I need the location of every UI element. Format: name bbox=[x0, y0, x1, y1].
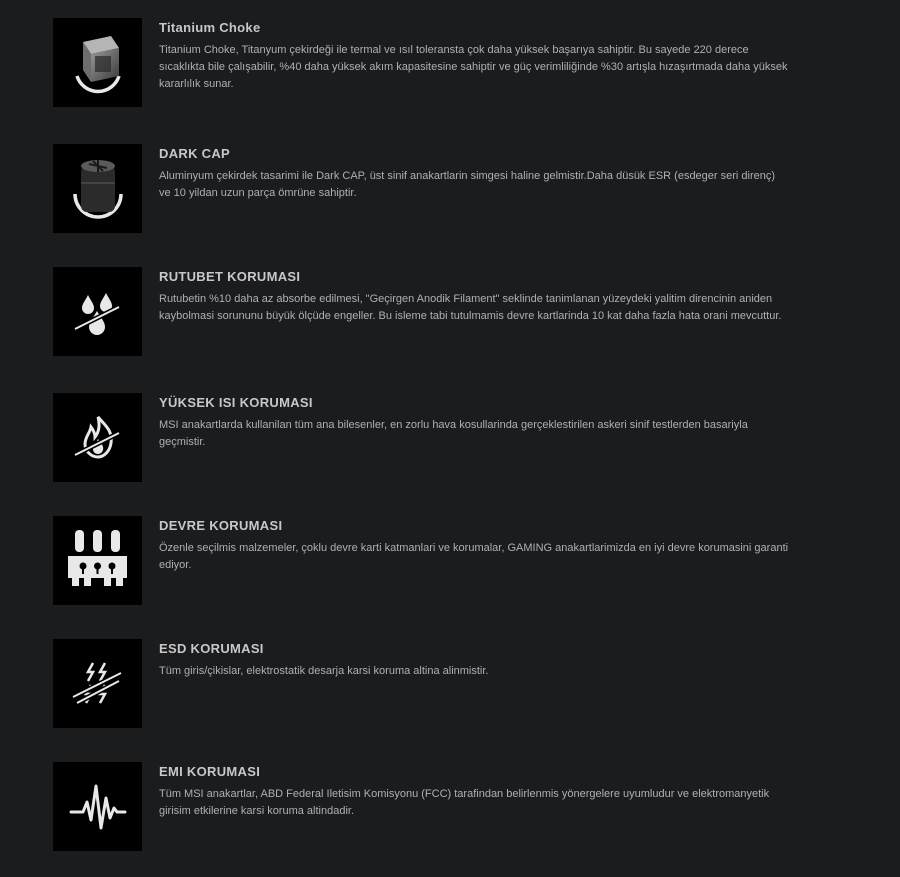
feature-title: DARK CAP bbox=[159, 146, 231, 161]
feature-humidity-protection bbox=[53, 267, 813, 357]
titanium-choke-icon bbox=[53, 18, 142, 107]
feature-description: Tüm giris/çikislar, elektrostatik desarja karsi koruma altina alinmistir. bbox=[159, 665, 489, 677]
humidity-protection-icon bbox=[53, 267, 142, 356]
dark-cap-icon bbox=[53, 144, 142, 233]
feature-description: Rutubetin %10 daha az absorbe edilmesi, "Geçirgen Anodik Filament" seklinde tanimlanan yüzeydeki yalitim direncinin aniden kaybolmasi sorununu büyük ölçüde engeller. Bu isleme tabi tutulmamis devre kartlarinda 10 kat daha fazla hata orani mevcuttur. bbox=[159, 293, 782, 322]
feature-emi-protection bbox=[53, 762, 813, 852]
feature-dark-cap bbox=[53, 144, 813, 234]
circuit-protection-icon bbox=[53, 516, 142, 605]
feature-high-heat-protection bbox=[53, 393, 813, 483]
feature-title: ESD KORUMASI bbox=[159, 641, 264, 656]
feature-title: EMI KORUMASI bbox=[159, 764, 261, 779]
feature-titanium-choke bbox=[53, 18, 813, 108]
feature-esd-protection bbox=[53, 639, 813, 729]
feature-title: Titanium Choke bbox=[159, 20, 261, 35]
high-heat-protection-icon bbox=[53, 393, 142, 482]
feature-title: DEVRE KORUMASI bbox=[159, 518, 283, 533]
feature-circuit-protection bbox=[53, 516, 813, 606]
feature-description: Özenle seçilmis malzemeler, çoklu devre karti katmanlari ve korumalar, GAMING anakartlarimizda en iyi devre korumasini garanti ediyor. bbox=[159, 542, 789, 571]
feature-title: YÜKSEK ISI KORUMASI bbox=[159, 395, 313, 410]
emi-protection-icon bbox=[53, 762, 142, 851]
feature-description: Aluminyum çekirdek tasarimi ile Dark CAP, üst sinif anakartlarin simgesi haline gelmistir.Daha düsük ESR (esdeger seri direnç) ve 10 yildan uzun parça ömrüne sahiptir. bbox=[159, 170, 776, 199]
feature-description: Titanium Choke, Titanyum çekirdeği ile termal ve ısıl toleransta çok daha yüksek başarıya sahiptir. Bu sayede 220 derece sıcaklıkta bile çalışabilir, %40 daha yüksek akım kapasitesine sahiptir ve güç verimliliğinde %30 artışla hızaşırtmada daha yüksek kararlılık sunar. bbox=[159, 44, 788, 90]
feature-title: RUTUBET KORUMASI bbox=[159, 269, 301, 284]
feature-description: Tüm MSI anakartlar, ABD Federal Iletisim Komisyonu (FCC) tarafindan belirlenmis yönergelere uyumludur ve elektromanyetik girisim etkilerine karsi koruma altindadir. bbox=[159, 788, 770, 817]
feature-description: MSI anakartlarda kullanilan tüm ana bilesenler, en zorlu hava kosullarinda gerçeklestirilen askeri sinif testlerden basariyla geçmistir. bbox=[159, 419, 748, 448]
esd-protection-icon bbox=[53, 639, 142, 728]
